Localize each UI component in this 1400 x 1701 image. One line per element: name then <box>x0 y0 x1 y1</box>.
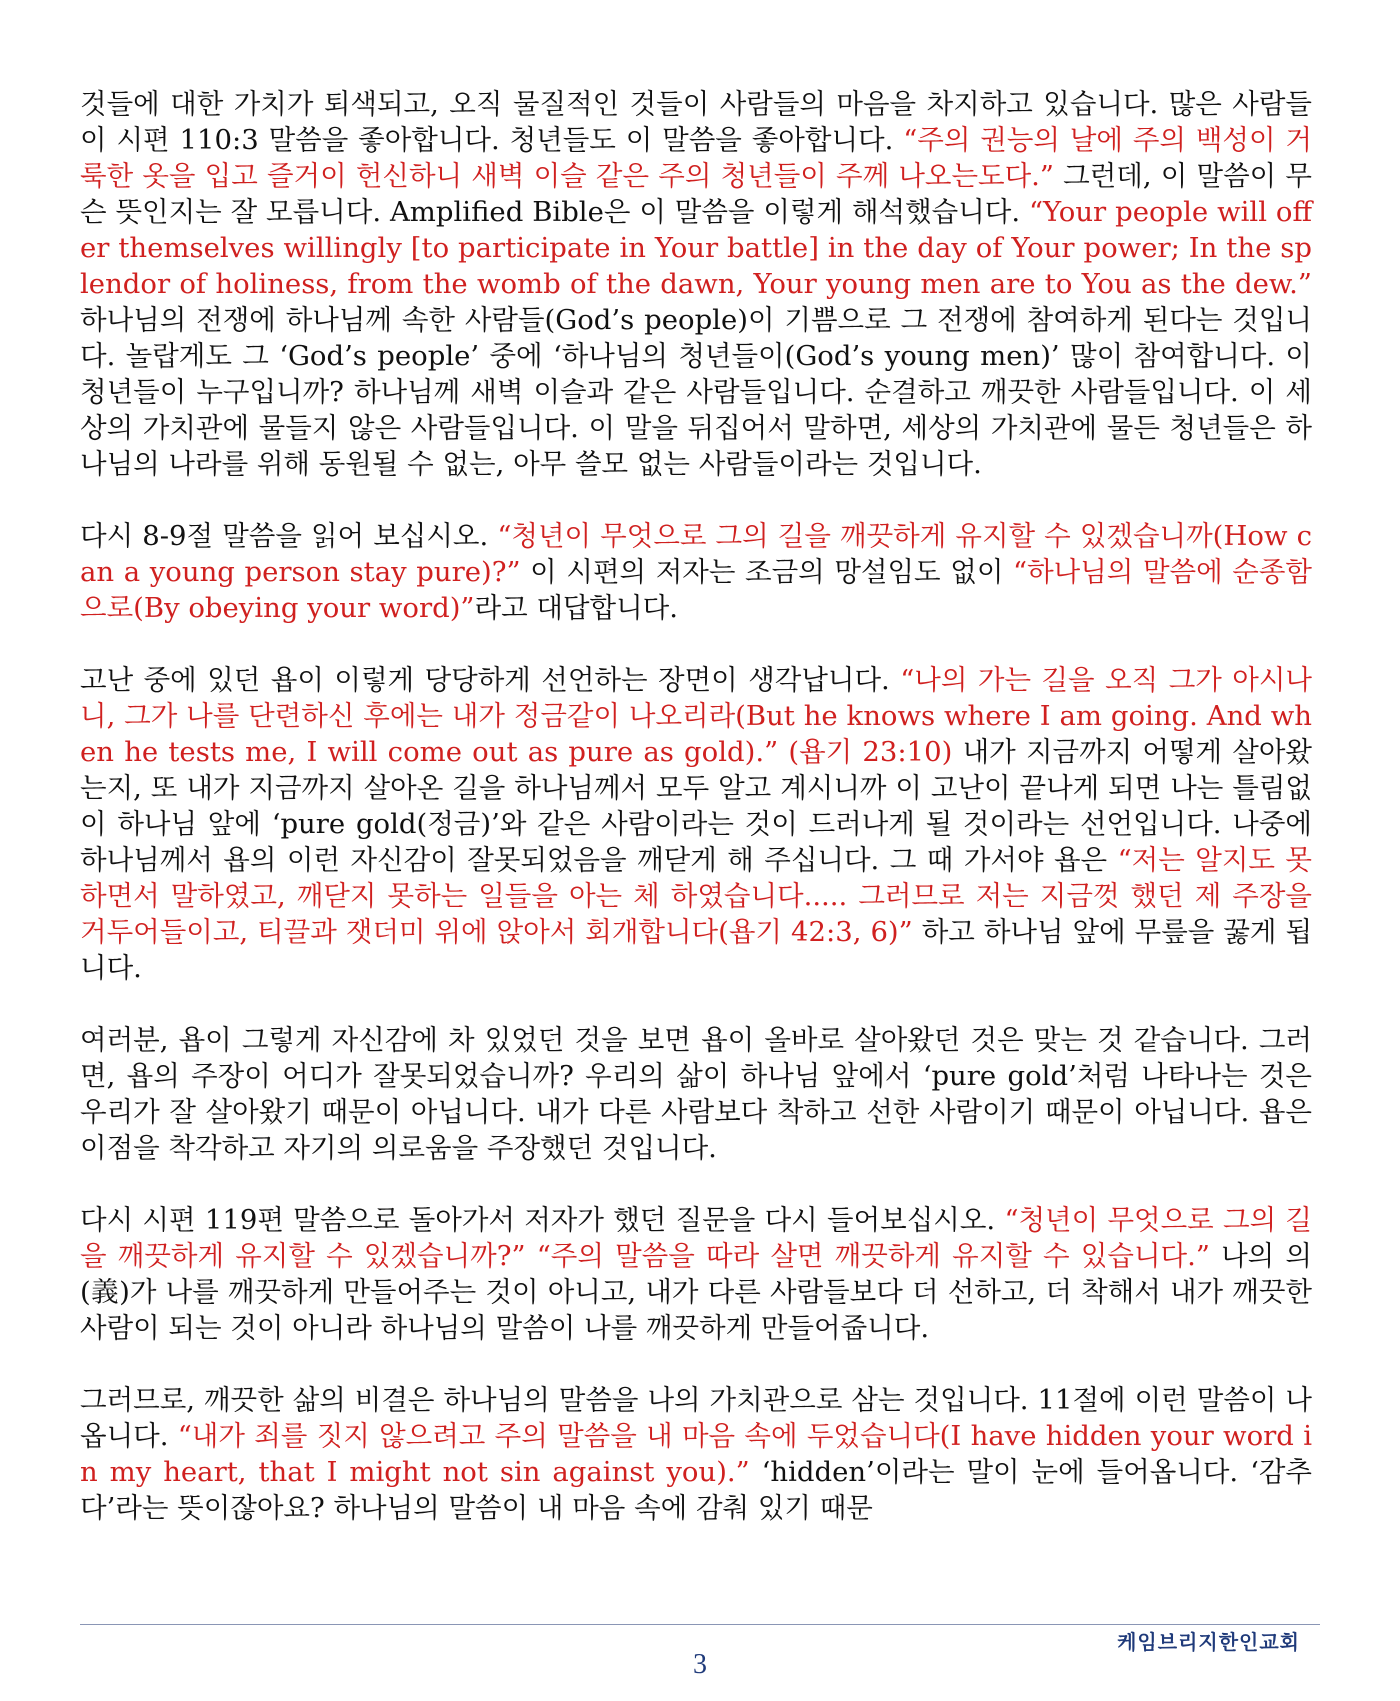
paragraph-2 <box>80 518 1312 626</box>
body-text: 그러므로, 깨끗한 삶의 비결은 하나님의 말씀을 나의 가치관으로 삼는 것입니다. 11절에 이런 말씀이 나옵니다. <box>80 1384 1312 1452</box>
body-text: 내가 지금까지 어떻게 살아왔는지, 또 내가 지금까지 살아온 길을 하나님께서 모두 알고 계시니까 이 고난이 끝나게 되면 나는 틀림없이 하나님 앞에 ‘pure gold(정금)’와 같은 사람이라는 것이 드러나게 될 것이라는 선언입니다. 나중에 하나님께서 욥의 이런 자신감이 잘못되었음을 깨닫게 해 주십니다. 그 때 가서야 욥은 <box>80 736 1312 876</box>
scripture-quote: “내가 죄를 짓지 않으려고 주의 말씀을 내 마음 속에 두었습니다(I have hidden your word in my heart, that I might not sin against you).” <box>80 1420 1312 1488</box>
paragraph-5 <box>80 1202 1312 1346</box>
body-text: 것들에 대한 가치가 퇴색되고, 오직 물질적인 것들이 사람들의 마음을 차지하고 있습니다. 많은 사람들이 시편 110:3 말씀을 좋아합니다. 청년들도 이 말씀을 좋아합니다. <box>80 88 1312 156</box>
footer-divider <box>80 1624 1320 1625</box>
paragraph-1 <box>80 86 1312 482</box>
body-text: 하나님의 전쟁에 하나님께 속한 사람들(God’s people)이 기쁨으로 그 전쟁에 참여하게 된다는 것입니다. 놀랍게도 그 ‘God’s people’ 중에 ‘하나님의 청년들이(God’s young men)’ 많이 참여합니다. 이 청년들이 누구입니까? 하나님께 새벽 이슬과 같은 사람들입니다. 순결하고 깨끗한 사람들입니다. 이 세상의 가치관에 물들지 않은 사람들입니다. 이 말을 뒤집어서 말하면, 세상의 가치관에 물든 청년들은 하나님의 나라를 위해 동원될 수 없는, 아무 쓸모 없는 사람들이라는 것입니다. <box>80 304 1312 480</box>
paragraph-6 <box>80 1382 1312 1526</box>
body-text: 고난 중에 있던 욥이 이렇게 당당하게 선언하는 장면이 생각납니다. <box>80 664 901 696</box>
body-text: 그런데, 이 말씀이 무슨 뜻인지는 잘 모릅니다. Amplified Bible은 이 말씀을 이렇게 해석했습니다. <box>80 160 1312 228</box>
church-name: 케임브리지한인교회 <box>1117 1630 1300 1654</box>
body-text: 다시 시편 119편 말씀으로 돌아가서 저자가 했던 질문을 다시 들어보십시오. <box>80 1204 1005 1236</box>
scripture-quote: “저는 알지도 못하면서 말하였고, 깨닫지 못하는 일들을 아는 체 하였습니다..... 그러므로 저는 지금껏 했던 제 주장을 거두어들이고, 티끌과 잿더미 위에 앉아서 회개합니다(욥기 42:3, 6)” <box>80 844 1312 948</box>
scripture-quote: “청년이 무엇으로 그의 길을 깨끗하게 유지할 수 있겠습니까?” “주의 말씀을 따라 살면 깨끗하게 유지할 수 있습니다.” <box>80 1204 1312 1272</box>
scripture-quote: “주의 권능의 날에 주의 백성이 거룩한 옷을 입고 즐거이 헌신하니 새벽 이슬 같은 주의 청년들이 주께 나오는도다.” <box>80 124 1312 192</box>
paragraph-4 <box>80 1022 1312 1166</box>
scripture-quote: “나의 가는 길을 오직 그가 아시나니, 그가 나를 단련하신 후에는 내가 정금같이 나오리라(But he knows where I am going. And when he tests me, I will come out as pure as gold).” (욥기 23:10) <box>80 664 1312 768</box>
body-text: 하고 하나님 앞에 무릎을 꿇게 됩니다. <box>80 916 1313 984</box>
body-text: ‘hidden’이라는 말이 눈에 들어옵니다. ‘감추다’라는 뜻이잖아요? 하나님의 말씀이 내 마음 속에 감춰 있기 때문 <box>80 1456 1312 1524</box>
body-text: 나의 의(義)가 나를 깨끗하게 만들어주는 것이 아니고, 내가 다른 사람들보다 더 선하고, 더 착해서 내가 깨끗한 사람이 되는 것이 아니라 하나님의 말씀이 나를 깨끗하게 만들어줍니다. <box>80 1240 1312 1344</box>
body-text: 라고 대답합니다. <box>474 592 678 624</box>
scripture-quote: “하나님의 말씀에 순종함으로(By obeying your word)” <box>80 556 1312 624</box>
paragraph-3 <box>80 662 1312 986</box>
body-text: 다시 8-9절 말씀을 읽어 보십시오. <box>80 520 498 552</box>
document-body <box>80 86 1312 1562</box>
scripture-quote: “Your people will offer themselves willingly [to participate in Your battle] in the day of Your power; In the splendor of holiness, from the womb of the dawn, Your young men are to You as the dew.” <box>80 196 1312 300</box>
body-text: 이 시편의 저자는 조금의 망설임도 없이 <box>520 556 1014 588</box>
scripture-quote: “청년이 무엇으로 그의 길을 깨끗하게 유지할 수 있겠습니까(How can a young person stay pure)?” <box>80 520 1312 588</box>
page-number: 3 <box>693 1649 707 1680</box>
body-text: 여러분, 욥이 그렇게 자신감에 차 있었던 것을 보면 욥이 올바로 살아왔던 것은 맞는 것 같습니다. 그러면, 욥의 주장이 어디가 잘못되었습니까? 우리의 삶이 하나님 앞에서 ‘pure gold’처럼 나타나는 것은 우리가 잘 살아왔기 때문이 아닙니다. 내가 다른 사람보다 착하고 선한 사람이기 때문이 아닙니다. 욥은 이점을 착각하고 자기의 의로움을 주장했던 것입니다. <box>80 1024 1312 1164</box>
